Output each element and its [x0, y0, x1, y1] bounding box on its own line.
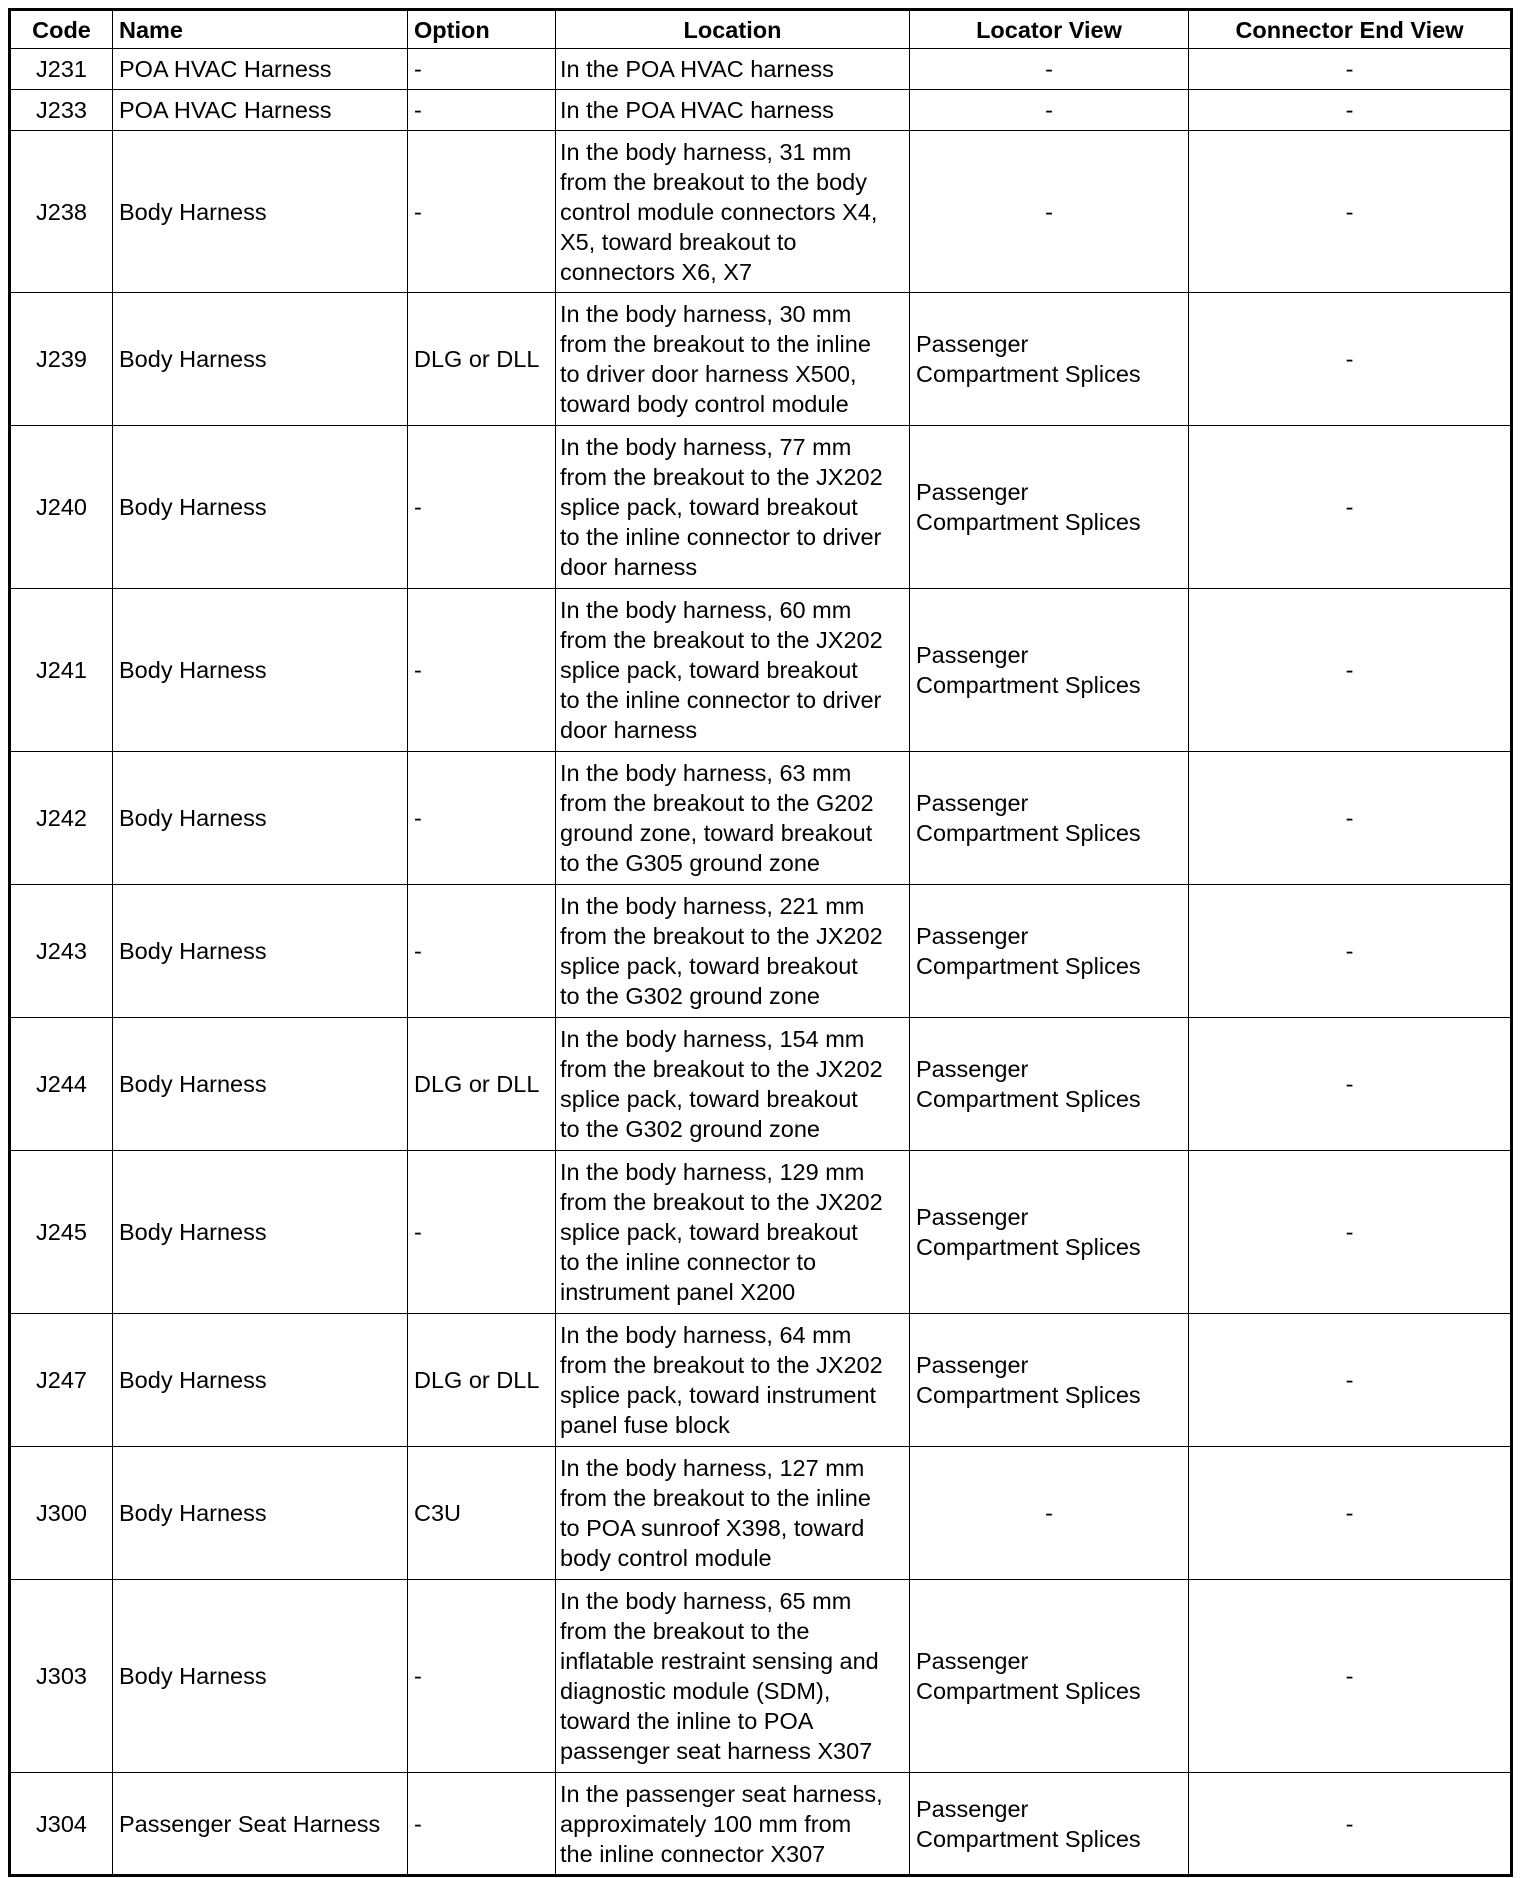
cell-name: Body Harness	[113, 293, 408, 426]
cell-name: Body Harness	[113, 1151, 408, 1314]
cell-option: -	[408, 1773, 556, 1876]
cell-option: -	[408, 90, 556, 131]
header-row	[10, 10, 1512, 49]
cell-locator-view: Passenger Compartment Splices	[910, 426, 1189, 589]
header-name: Name	[113, 10, 408, 49]
cell-connector-end-view: -	[1189, 1580, 1512, 1773]
cell-locator-view: Passenger Compartment Splices	[910, 589, 1189, 752]
cell-option: -	[408, 49, 556, 90]
table-row	[10, 90, 1512, 131]
table-row	[10, 426, 1512, 589]
cell-locator-view: Passenger Compartment Splices	[910, 1773, 1189, 1876]
cell-connector-end-view: -	[1189, 1314, 1512, 1447]
cell-connector-end-view: -	[1189, 1447, 1512, 1580]
cell-option: -	[408, 1580, 556, 1773]
cell-option: DLG or DLL	[408, 293, 556, 426]
cell-name: Body Harness	[113, 1447, 408, 1580]
cell-option: -	[408, 752, 556, 885]
table-header	[10, 10, 1512, 49]
table-row	[10, 1151, 1512, 1314]
cell-locator-view: Passenger Compartment Splices	[910, 1018, 1189, 1151]
splice-table	[8, 8, 1513, 1877]
cell-code: J300	[10, 1447, 113, 1580]
cell-code: J231	[10, 49, 113, 90]
cell-location: In the body harness, 77 mm from the breakout to the JX202 splice pack, toward breakout to the inline connector to driver door harness	[556, 426, 910, 589]
cell-code: J243	[10, 885, 113, 1018]
cell-option: -	[408, 589, 556, 752]
cell-locator-view: Passenger Compartment Splices	[910, 885, 1189, 1018]
cell-connector-end-view: -	[1189, 90, 1512, 131]
table-row	[10, 885, 1512, 1018]
cell-location: In the body harness, 221 mm from the breakout to the JX202 splice pack, toward breakout to the G302 ground zone	[556, 885, 910, 1018]
table-row	[10, 293, 1512, 426]
cell-locator-view: Passenger Compartment Splices	[910, 293, 1189, 426]
header-code: Code	[10, 10, 113, 49]
cell-name: Body Harness	[113, 1314, 408, 1447]
cell-locator-view: -	[910, 49, 1189, 90]
cell-name: POA HVAC Harness	[113, 90, 408, 131]
cell-option: -	[408, 1151, 556, 1314]
cell-name: Body Harness	[113, 885, 408, 1018]
cell-location: In the body harness, 129 mm from the breakout to the JX202 splice pack, toward breakout to the inline connector to instrument panel X200	[556, 1151, 910, 1314]
cell-location: In the POA HVAC harness	[556, 49, 910, 90]
cell-option: DLG or DLL	[408, 1018, 556, 1151]
header-location: Location	[556, 10, 910, 49]
cell-connector-end-view: -	[1189, 426, 1512, 589]
cell-connector-end-view: -	[1189, 885, 1512, 1018]
cell-name: Body Harness	[113, 1580, 408, 1773]
cell-location: In the body harness, 154 mm from the breakout to the JX202 splice pack, toward breakout to the G302 ground zone	[556, 1018, 910, 1151]
cell-locator-view: Passenger Compartment Splices	[910, 752, 1189, 885]
cell-option: -	[408, 885, 556, 1018]
cell-connector-end-view: -	[1189, 589, 1512, 752]
cell-name: Body Harness	[113, 752, 408, 885]
cell-code: J241	[10, 589, 113, 752]
cell-connector-end-view: -	[1189, 1151, 1512, 1314]
cell-locator-view: Passenger Compartment Splices	[910, 1580, 1189, 1773]
cell-locator-view: -	[910, 131, 1189, 293]
table-row	[10, 752, 1512, 885]
table-row	[10, 589, 1512, 752]
cell-location: In the passenger seat harness, approximately 100 mm from the inline connector X307	[556, 1773, 910, 1876]
cell-connector-end-view: -	[1189, 49, 1512, 90]
header-option: Option	[408, 10, 556, 49]
table-row	[10, 1773, 1512, 1876]
cell-location: In the POA HVAC harness	[556, 90, 910, 131]
cell-code: J233	[10, 90, 113, 131]
cell-location: In the body harness, 63 mm from the breakout to the G202 ground zone, toward breakout to the G305 ground zone	[556, 752, 910, 885]
cell-location: In the body harness, 30 mm from the breakout to the inline to driver door harness X500, toward body control module	[556, 293, 910, 426]
cell-name: Body Harness	[113, 426, 408, 589]
cell-location: In the body harness, 65 mm from the breakout to the inflatable restraint sensing and diagnostic module (SDM), toward the inline to POA passenger seat harness X307	[556, 1580, 910, 1773]
header-connector-end-view: Connector End View	[1189, 10, 1512, 49]
cell-location: In the body harness, 31 mm from the breakout to the body control module connectors X4, X5, toward breakout to connectors X6, X7	[556, 131, 910, 293]
cell-name: Body Harness	[113, 131, 408, 293]
cell-code: J245	[10, 1151, 113, 1314]
table-row	[10, 1447, 1512, 1580]
table-body	[10, 49, 1512, 1876]
header-locator-view: Locator View	[910, 10, 1189, 49]
cell-connector-end-view: -	[1189, 293, 1512, 426]
cell-name: POA HVAC Harness	[113, 49, 408, 90]
cell-connector-end-view: -	[1189, 752, 1512, 885]
cell-option: -	[408, 131, 556, 293]
cell-locator-view: Passenger Compartment Splices	[910, 1314, 1189, 1447]
cell-connector-end-view: -	[1189, 131, 1512, 293]
cell-connector-end-view: -	[1189, 1018, 1512, 1151]
cell-locator-view: Passenger Compartment Splices	[910, 1151, 1189, 1314]
table-row	[10, 1018, 1512, 1151]
cell-code: J247	[10, 1314, 113, 1447]
cell-code: J244	[10, 1018, 113, 1151]
table-row	[10, 1580, 1512, 1773]
cell-option: DLG or DLL	[408, 1314, 556, 1447]
cell-locator-view: -	[910, 90, 1189, 131]
table-row	[10, 1314, 1512, 1447]
cell-code: J238	[10, 131, 113, 293]
cell-location: In the body harness, 127 mm from the breakout to the inline to POA sunroof X398, toward body control module	[556, 1447, 910, 1580]
cell-name: Body Harness	[113, 1018, 408, 1151]
cell-code: J303	[10, 1580, 113, 1773]
cell-code: J242	[10, 752, 113, 885]
cell-location: In the body harness, 64 mm from the breakout to the JX202 splice pack, toward instrument panel fuse block	[556, 1314, 910, 1447]
cell-code: J239	[10, 293, 113, 426]
cell-option: C3U	[408, 1447, 556, 1580]
cell-code: J240	[10, 426, 113, 589]
cell-connector-end-view: -	[1189, 1773, 1512, 1876]
cell-location: In the body harness, 60 mm from the breakout to the JX202 splice pack, toward breakout to the inline connector to driver door harness	[556, 589, 910, 752]
cell-locator-view: -	[910, 1447, 1189, 1580]
cell-code: J304	[10, 1773, 113, 1876]
table-row	[10, 131, 1512, 293]
splice-table-sheet	[8, 8, 1510, 1877]
cell-name: Body Harness	[113, 589, 408, 752]
cell-option: -	[408, 426, 556, 589]
cell-name: Passenger Seat Harness	[113, 1773, 408, 1876]
table-row	[10, 49, 1512, 90]
